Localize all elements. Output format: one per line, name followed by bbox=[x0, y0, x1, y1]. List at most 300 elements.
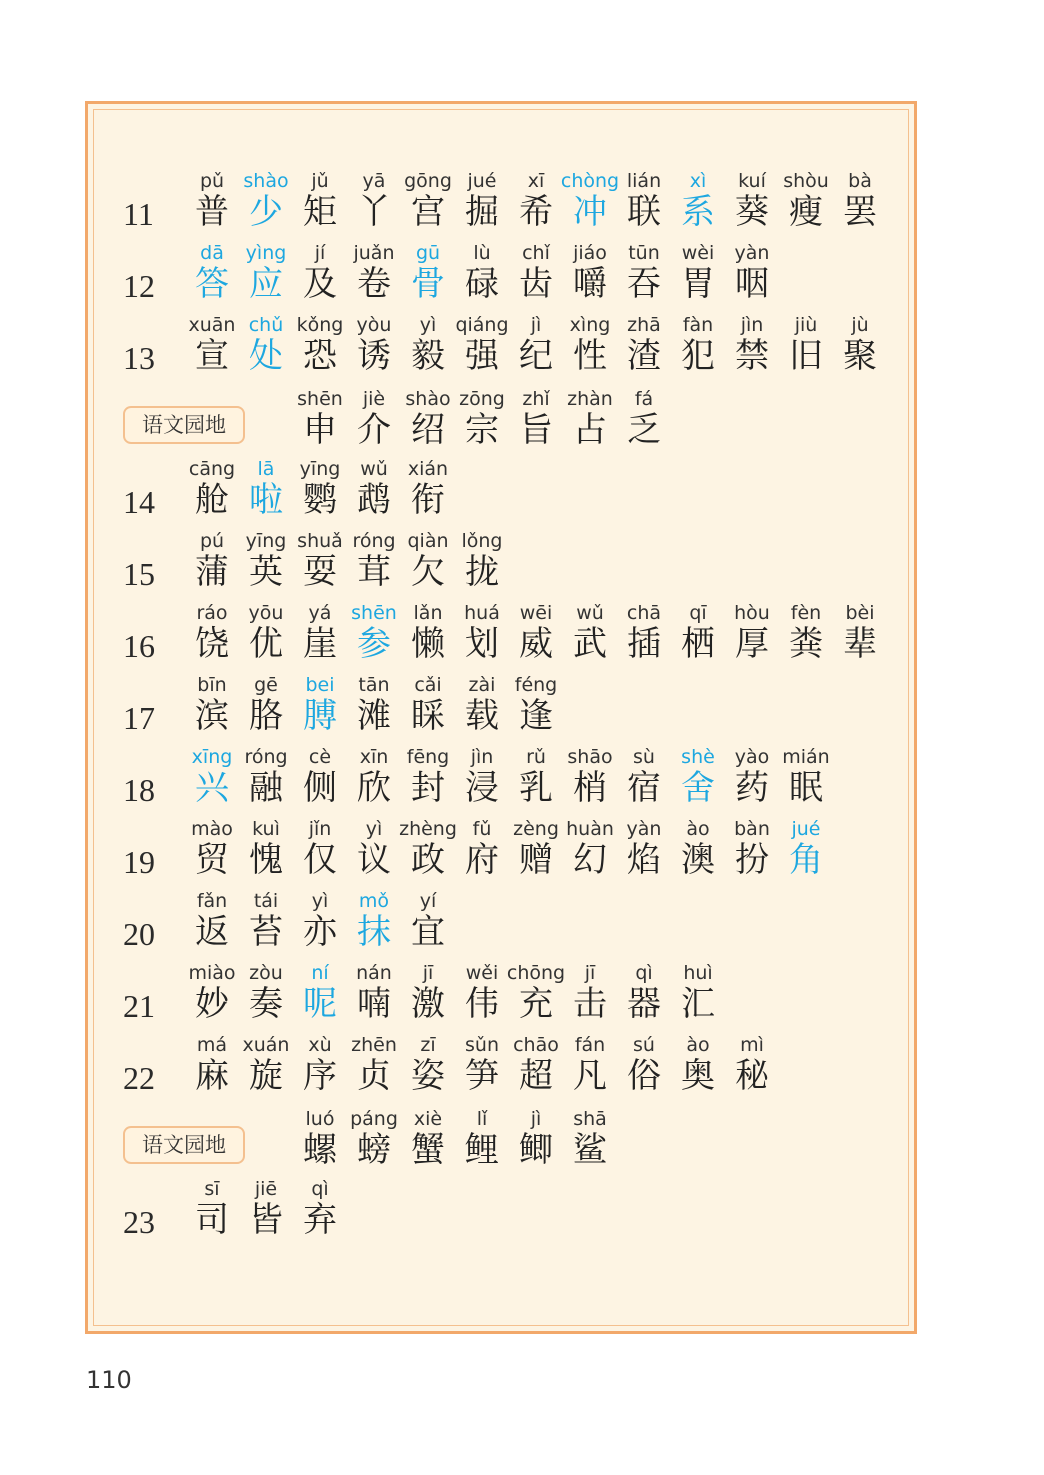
pinyin: shēn bbox=[297, 388, 343, 410]
hanzi: 鲫 bbox=[519, 1130, 553, 1170]
pinyin: zhā bbox=[627, 314, 661, 336]
pinyin: yì bbox=[365, 818, 383, 840]
pinyin: yìng bbox=[245, 242, 287, 264]
pinyin: xuán bbox=[242, 1034, 290, 1056]
pinyin: lǎn bbox=[413, 602, 443, 624]
pinyin: qì bbox=[311, 1178, 329, 1200]
lesson-number: 17 bbox=[123, 700, 155, 736]
hanzi: 渣 bbox=[627, 336, 661, 376]
pinyin: bà bbox=[848, 170, 872, 192]
hanzi: 乳 bbox=[519, 768, 553, 808]
section-row bbox=[0, 386, 1044, 458]
section-label-yuwen-yuandi: 语文园地 bbox=[123, 1126, 245, 1164]
hanzi: 旨 bbox=[519, 410, 553, 450]
pinyin: miào bbox=[188, 962, 236, 984]
hanzi: 罢 bbox=[843, 192, 877, 232]
hanzi: 旧 bbox=[789, 336, 823, 376]
hanzi: 麻 bbox=[195, 1056, 229, 1096]
hanzi: 议 bbox=[357, 840, 391, 880]
pinyin: jì bbox=[530, 314, 542, 336]
hanzi: 凡 bbox=[573, 1056, 607, 1096]
pinyin: lǒng bbox=[461, 530, 503, 552]
pinyin: xìng bbox=[569, 314, 611, 336]
pinyin: bèi bbox=[845, 602, 875, 624]
pinyin: yì bbox=[311, 890, 329, 912]
lesson-number: 14 bbox=[123, 484, 155, 520]
hanzi: 司 bbox=[195, 1200, 229, 1240]
pinyin: fèn bbox=[790, 602, 822, 624]
pinyin: zèng bbox=[513, 818, 559, 840]
polyphonic-character bbox=[779, 816, 833, 888]
pinyin: wěi bbox=[465, 962, 499, 984]
pinyin: yàn bbox=[734, 242, 770, 264]
hanzi: 宣 bbox=[195, 336, 229, 376]
lesson-row bbox=[0, 816, 1044, 888]
pinyin: gū bbox=[415, 242, 441, 264]
hanzi: 胳 bbox=[249, 696, 283, 736]
pinyin: bīn bbox=[197, 674, 227, 696]
pinyin: mì bbox=[740, 1034, 764, 1056]
pinyin: kuì bbox=[252, 818, 280, 840]
hanzi: 武 bbox=[573, 624, 607, 664]
hanzi: 骨 bbox=[411, 264, 445, 304]
lesson-row bbox=[0, 672, 1044, 744]
pinyin: yòu bbox=[356, 314, 392, 336]
hanzi: 毅 bbox=[411, 336, 445, 376]
hanzi: 拢 bbox=[465, 552, 499, 592]
hanzi: 栖 bbox=[681, 624, 715, 664]
hanzi: 赠 bbox=[519, 840, 553, 880]
pinyin: qiàn bbox=[407, 530, 449, 552]
pinyin: sù bbox=[633, 746, 655, 768]
lesson-row bbox=[0, 888, 1044, 960]
hanzi: 威 bbox=[519, 624, 553, 664]
hanzi: 懒 bbox=[411, 624, 445, 664]
pinyin: shào bbox=[243, 170, 289, 192]
pinyin: róng bbox=[244, 746, 288, 768]
hanzi: 贞 bbox=[357, 1056, 391, 1096]
hanzi: 奏 bbox=[249, 984, 283, 1024]
character bbox=[833, 312, 887, 384]
hanzi: 衔 bbox=[411, 480, 445, 520]
lesson-number: 20 bbox=[123, 916, 155, 952]
hanzi: 系 bbox=[681, 192, 715, 232]
pinyin: luó bbox=[305, 1108, 335, 1130]
pinyin: páng bbox=[350, 1108, 398, 1130]
pinyin: chǔ bbox=[248, 314, 284, 336]
lesson-number: 13 bbox=[123, 340, 155, 376]
hanzi: 处 bbox=[249, 336, 283, 376]
pinyin: zhēn bbox=[351, 1034, 397, 1056]
hanzi: 政 bbox=[411, 840, 445, 880]
pinyin: jiáo bbox=[573, 242, 607, 264]
pinyin: jìn bbox=[740, 314, 764, 336]
character bbox=[455, 528, 509, 600]
pinyin: fàn bbox=[682, 314, 714, 336]
pinyin: xì bbox=[689, 170, 707, 192]
hanzi: 奥 bbox=[681, 1056, 715, 1096]
hanzi: 插 bbox=[627, 624, 661, 664]
lesson-row bbox=[0, 1176, 1044, 1248]
lesson-row bbox=[0, 528, 1044, 600]
hanzi: 俗 bbox=[627, 1056, 661, 1096]
pinyin: jǐn bbox=[308, 818, 332, 840]
pinyin: róng bbox=[352, 530, 396, 552]
hanzi: 秘 bbox=[735, 1056, 769, 1096]
pinyin: tān bbox=[358, 674, 390, 696]
hanzi: 恐 bbox=[303, 336, 337, 376]
character bbox=[671, 960, 725, 1032]
hanzi: 激 bbox=[411, 984, 445, 1024]
hanzi: 滩 bbox=[357, 696, 391, 736]
lesson-number: 18 bbox=[123, 772, 155, 808]
hanzi: 占 bbox=[573, 410, 607, 450]
pinyin: xīng bbox=[191, 746, 233, 768]
lesson-row bbox=[0, 1032, 1044, 1104]
pinyin: yàn bbox=[626, 818, 662, 840]
lesson-number: 21 bbox=[123, 988, 155, 1024]
pinyin: ào bbox=[686, 818, 710, 840]
pinyin: shòu bbox=[783, 170, 829, 192]
hanzi: 蟹 bbox=[411, 1130, 445, 1170]
pinyin: yīng bbox=[299, 458, 341, 480]
pinyin: chā bbox=[626, 602, 662, 624]
lesson-number: 19 bbox=[123, 844, 155, 880]
hanzi: 贸 bbox=[195, 840, 229, 880]
hanzi: 呢 bbox=[303, 984, 337, 1024]
pinyin: qiáng bbox=[455, 314, 509, 336]
pinyin: lǐ bbox=[476, 1108, 488, 1130]
pinyin: chāo bbox=[513, 1034, 559, 1056]
character bbox=[617, 386, 671, 458]
pinyin: jí bbox=[314, 242, 326, 264]
pinyin: féng bbox=[514, 674, 558, 696]
pinyin: zhǐ bbox=[522, 388, 550, 410]
hanzi: 耍 bbox=[303, 552, 337, 592]
hanzi: 啦 bbox=[249, 480, 283, 520]
hanzi: 冲 bbox=[573, 192, 607, 232]
hanzi: 葵 bbox=[735, 192, 769, 232]
pinyin: shēn bbox=[351, 602, 397, 624]
pinyin: juǎn bbox=[353, 242, 395, 264]
pinyin: jī bbox=[584, 962, 596, 984]
hanzi: 超 bbox=[519, 1056, 553, 1096]
hanzi: 介 bbox=[357, 410, 391, 450]
hanzi: 瘦 bbox=[789, 192, 823, 232]
pinyin: mào bbox=[191, 818, 233, 840]
hanzi: 鲨 bbox=[573, 1130, 607, 1170]
hanzi: 府 bbox=[465, 840, 499, 880]
hanzi: 划 bbox=[465, 624, 499, 664]
hanzi: 希 bbox=[519, 192, 553, 232]
hanzi: 击 bbox=[573, 984, 607, 1024]
section-row bbox=[0, 1106, 1044, 1178]
hanzi: 亦 bbox=[303, 912, 337, 952]
lesson-number: 15 bbox=[123, 556, 155, 592]
character bbox=[401, 888, 455, 960]
character bbox=[725, 1032, 779, 1104]
lesson-number: 23 bbox=[123, 1204, 155, 1240]
pinyin: wǔ bbox=[576, 602, 604, 624]
pinyin: sú bbox=[633, 1034, 655, 1056]
pinyin: pú bbox=[199, 530, 225, 552]
character bbox=[779, 744, 833, 816]
pinyin: zòu bbox=[249, 962, 283, 984]
pinyin: gē bbox=[254, 674, 278, 696]
hanzi: 普 bbox=[195, 192, 229, 232]
pinyin: huì bbox=[683, 962, 713, 984]
hanzi: 载 bbox=[465, 696, 499, 736]
lesson-number: 12 bbox=[123, 268, 155, 304]
pinyin: jī bbox=[422, 962, 434, 984]
pinyin: tūn bbox=[628, 242, 660, 264]
pinyin: fán bbox=[574, 1034, 606, 1056]
pinyin: chǐ bbox=[522, 242, 550, 264]
hanzi: 皆 bbox=[249, 1200, 283, 1240]
hanzi: 聚 bbox=[843, 336, 877, 376]
hanzi: 矩 bbox=[303, 192, 337, 232]
section-label-yuwen-yuandi: 语文园地 bbox=[123, 406, 245, 444]
hanzi: 喃 bbox=[357, 984, 391, 1024]
hanzi: 逢 bbox=[519, 696, 553, 736]
hanzi: 咽 bbox=[735, 264, 769, 304]
hanzi: 茸 bbox=[357, 552, 391, 592]
pinyin: jǔ bbox=[311, 170, 329, 192]
hanzi: 答 bbox=[195, 264, 229, 304]
hanzi: 宿 bbox=[627, 768, 661, 808]
pinyin: zhèng bbox=[399, 818, 457, 840]
character bbox=[833, 600, 887, 672]
pinyin: lā bbox=[257, 458, 275, 480]
character bbox=[293, 1176, 347, 1248]
pinyin: fá bbox=[634, 388, 654, 410]
hanzi: 优 bbox=[249, 624, 283, 664]
hanzi: 绍 bbox=[411, 410, 445, 450]
hanzi: 纪 bbox=[519, 336, 553, 376]
hanzi: 充 bbox=[519, 984, 553, 1024]
pinyin: shāo bbox=[567, 746, 613, 768]
pinyin: shuǎ bbox=[297, 530, 343, 552]
hanzi: 犯 bbox=[681, 336, 715, 376]
hanzi: 姿 bbox=[411, 1056, 445, 1096]
lesson-number: 11 bbox=[123, 196, 154, 232]
hanzi: 螺 bbox=[303, 1130, 337, 1170]
pinyin: sǔn bbox=[465, 1034, 499, 1056]
hanzi: 螃 bbox=[357, 1130, 391, 1170]
hanzi: 笋 bbox=[465, 1056, 499, 1096]
page-number: 110 bbox=[86, 1366, 132, 1394]
hanzi: 卷 bbox=[357, 264, 391, 304]
pinyin: bàn bbox=[734, 818, 770, 840]
pinyin: mián bbox=[782, 746, 830, 768]
pinyin: zhàn bbox=[567, 388, 613, 410]
pinyin: ráo bbox=[196, 602, 228, 624]
hanzi: 禁 bbox=[735, 336, 769, 376]
hanzi: 英 bbox=[249, 552, 283, 592]
pinyin: tái bbox=[253, 890, 279, 912]
hanzi: 粪 bbox=[789, 624, 823, 664]
lesson-row bbox=[0, 960, 1044, 1032]
lesson-number: 16 bbox=[123, 628, 155, 664]
lesson-number: 22 bbox=[123, 1060, 155, 1096]
pinyin: yào bbox=[734, 746, 770, 768]
hanzi: 吞 bbox=[627, 264, 661, 304]
hanzi: 旋 bbox=[249, 1056, 283, 1096]
pinyin: xián bbox=[407, 458, 449, 480]
hanzi: 妙 bbox=[195, 984, 229, 1024]
pinyin: xù bbox=[308, 1034, 332, 1056]
pinyin: shào bbox=[405, 388, 451, 410]
pinyin: chōng bbox=[506, 962, 566, 984]
pinyin: dā bbox=[200, 242, 224, 264]
pinyin: shā bbox=[573, 1108, 607, 1130]
pinyin: wǔ bbox=[360, 458, 388, 480]
pinyin: wēi bbox=[519, 602, 553, 624]
pinyin: xīn bbox=[359, 746, 389, 768]
character bbox=[509, 672, 563, 744]
character bbox=[725, 240, 779, 312]
pinyin: fēng bbox=[406, 746, 450, 768]
hanzi: 封 bbox=[411, 768, 445, 808]
hanzi: 膊 bbox=[303, 696, 337, 736]
hanzi: 角 bbox=[789, 840, 823, 880]
pinyin: jiē bbox=[254, 1178, 278, 1200]
character bbox=[563, 1106, 617, 1178]
pinyin: chòng bbox=[560, 170, 620, 192]
pinyin: hòu bbox=[734, 602, 770, 624]
pinyin: huá bbox=[464, 602, 500, 624]
pinyin: cǎi bbox=[414, 674, 442, 696]
pinyin: bei bbox=[305, 674, 335, 696]
pinyin: yōu bbox=[248, 602, 284, 624]
hanzi: 弃 bbox=[303, 1200, 337, 1240]
pinyin: yā bbox=[362, 170, 386, 192]
hanzi: 扮 bbox=[735, 840, 769, 880]
lesson-row bbox=[0, 456, 1044, 528]
pinyin: jù bbox=[851, 314, 869, 336]
hanzi: 鲤 bbox=[465, 1130, 499, 1170]
pinyin: zài bbox=[468, 674, 496, 696]
pinyin: mǒ bbox=[358, 890, 390, 912]
hanzi: 掘 bbox=[465, 192, 499, 232]
hanzi: 侧 bbox=[303, 768, 337, 808]
hanzi: 幻 bbox=[573, 840, 607, 880]
hanzi: 宜 bbox=[411, 912, 445, 952]
hanzi: 睬 bbox=[411, 696, 445, 736]
hanzi: 焰 bbox=[627, 840, 661, 880]
hanzi: 性 bbox=[573, 336, 607, 376]
hanzi: 滨 bbox=[195, 696, 229, 736]
pinyin: lián bbox=[626, 170, 662, 192]
lesson-row bbox=[0, 744, 1044, 816]
hanzi: 伟 bbox=[465, 984, 499, 1024]
pinyin: zī bbox=[420, 1034, 436, 1056]
pinyin: cè bbox=[308, 746, 332, 768]
hanzi: 强 bbox=[465, 336, 499, 376]
hanzi: 器 bbox=[627, 984, 661, 1024]
hanzi: 序 bbox=[303, 1056, 337, 1096]
hanzi: 丫 bbox=[357, 192, 391, 232]
lesson-row bbox=[0, 240, 1044, 312]
hanzi: 药 bbox=[735, 768, 769, 808]
pinyin: yì bbox=[419, 314, 437, 336]
hanzi: 宫 bbox=[411, 192, 445, 232]
hanzi: 仅 bbox=[303, 840, 337, 880]
hanzi: 兴 bbox=[195, 768, 229, 808]
hanzi: 苔 bbox=[249, 912, 283, 952]
hanzi: 乏 bbox=[627, 410, 661, 450]
pinyin: rǔ bbox=[526, 746, 546, 768]
pinyin: gōng bbox=[404, 170, 452, 192]
pinyin: xiè bbox=[413, 1108, 443, 1130]
hanzi: 愧 bbox=[249, 840, 283, 880]
lesson-row bbox=[0, 168, 1044, 240]
pinyin: yí bbox=[419, 890, 437, 912]
hanzi: 舍 bbox=[681, 768, 715, 808]
pinyin: lù bbox=[473, 242, 491, 264]
pinyin: jué bbox=[791, 818, 821, 840]
hanzi: 应 bbox=[249, 264, 283, 304]
character bbox=[833, 168, 887, 240]
pinyin: jì bbox=[530, 1108, 542, 1130]
hanzi: 抹 bbox=[357, 912, 391, 952]
hanzi: 宗 bbox=[465, 410, 499, 450]
hanzi: 饶 bbox=[195, 624, 229, 664]
hanzi: 及 bbox=[303, 264, 337, 304]
hanzi: 汇 bbox=[681, 984, 715, 1024]
pinyin: xuān bbox=[188, 314, 236, 336]
hanzi: 眠 bbox=[789, 768, 823, 808]
hanzi: 欠 bbox=[411, 552, 445, 592]
hanzi: 参 bbox=[357, 624, 391, 664]
pinyin: shè bbox=[681, 746, 715, 768]
pinyin: jué bbox=[467, 170, 497, 192]
pinyin: wèi bbox=[681, 242, 715, 264]
pinyin: xī bbox=[527, 170, 545, 192]
hanzi: 崖 bbox=[303, 624, 337, 664]
hanzi: 舱 bbox=[195, 480, 229, 520]
pinyin: jiù bbox=[794, 314, 818, 336]
pinyin: sī bbox=[204, 1178, 220, 1200]
pinyin: fǔ bbox=[472, 818, 492, 840]
hanzi: 碌 bbox=[465, 264, 499, 304]
pinyin: qì bbox=[635, 962, 653, 984]
pinyin: ào bbox=[686, 1034, 710, 1056]
pinyin: ní bbox=[311, 962, 329, 984]
hanzi: 齿 bbox=[519, 264, 553, 304]
pinyin: má bbox=[196, 1034, 228, 1056]
hanzi: 浸 bbox=[465, 768, 499, 808]
hanzi: 嚼 bbox=[573, 264, 607, 304]
pinyin: cāng bbox=[188, 458, 236, 480]
pinyin: jiè bbox=[362, 388, 386, 410]
pinyin: pǔ bbox=[199, 170, 225, 192]
hanzi: 少 bbox=[249, 192, 283, 232]
lesson-row bbox=[0, 600, 1044, 672]
hanzi: 联 bbox=[627, 192, 661, 232]
hanzi: 鹉 bbox=[357, 480, 391, 520]
hanzi: 欣 bbox=[357, 768, 391, 808]
pinyin: yīng bbox=[245, 530, 287, 552]
hanzi: 蒲 bbox=[195, 552, 229, 592]
hanzi: 融 bbox=[249, 768, 283, 808]
hanzi: 鹦 bbox=[303, 480, 337, 520]
pinyin: kǒng bbox=[296, 314, 344, 336]
hanzi: 胃 bbox=[681, 264, 715, 304]
hanzi: 厚 bbox=[735, 624, 769, 664]
hanzi: 梢 bbox=[573, 768, 607, 808]
pinyin: nán bbox=[356, 962, 392, 984]
